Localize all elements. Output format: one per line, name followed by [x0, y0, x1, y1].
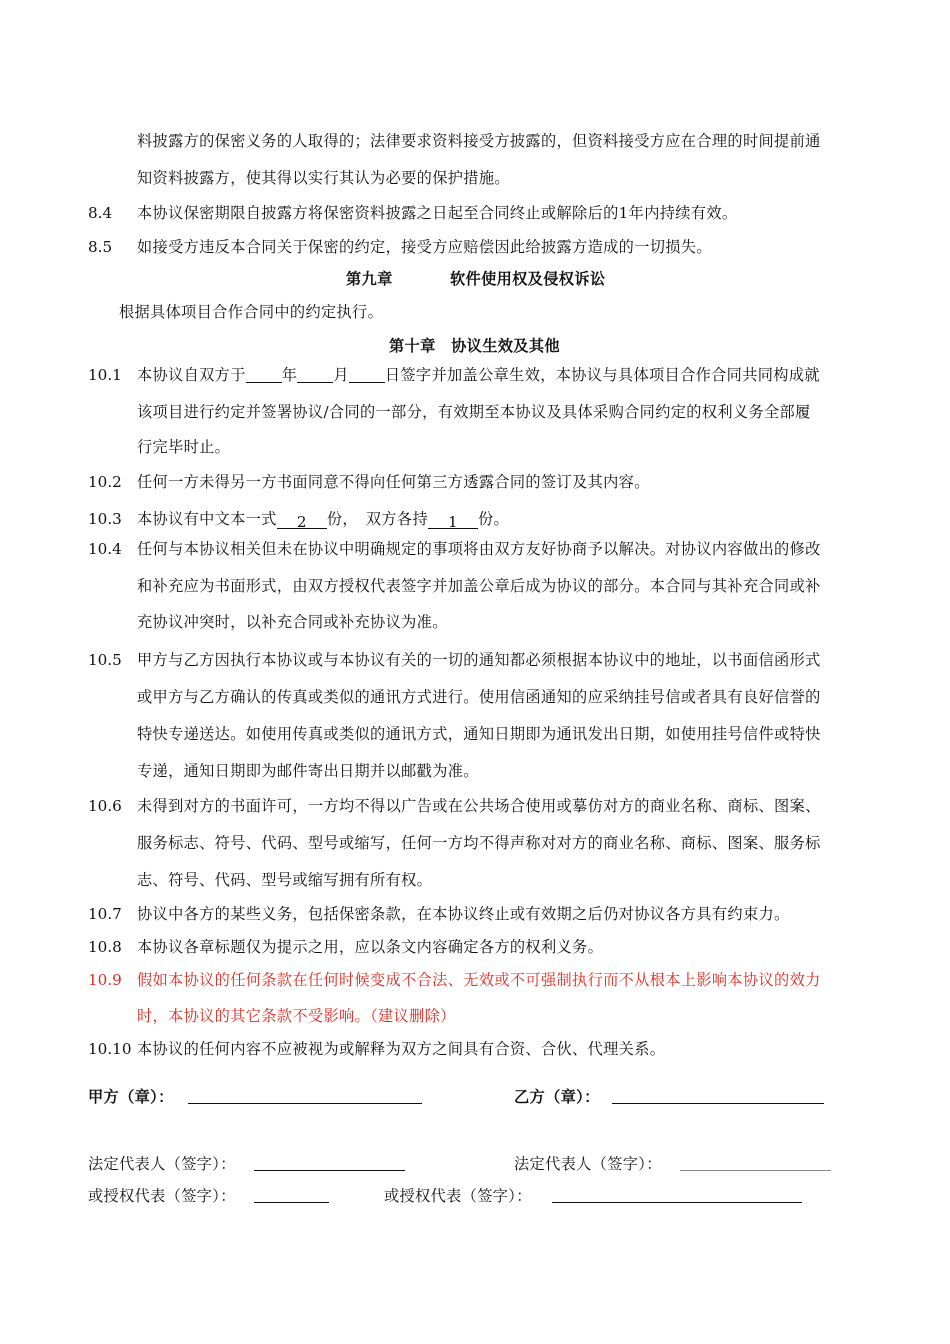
clause-10-5-line-1: 甲方与乙方因执行本协议或与本协议有关的一切的通知都必须根据本协议中的地址，以书面信函形式: [137, 651, 821, 669]
clause-10-1-line-2: 该项目进行约定并签署协议/合同的一部分，有效期至本协议及具体采购合同约定的权利义务全部履: [137, 403, 811, 421]
clause-number: 10.8: [88, 938, 122, 956]
clause-text: 如接受方违反本合同关于保密的约定，接受方应赔偿因此给披露方造成的一切损失。: [137, 238, 712, 256]
clause-text: 月: [333, 366, 349, 384]
clause-10-5-line-4: 专递，通知日期即为邮件寄出日期并以邮戳为准。: [137, 762, 479, 780]
clause-number: 10.4: [88, 540, 122, 558]
clause-10-4-line-2: 和补充应为书面形式，由双方授权代表签字并加盖公章后成为协议的部分。本合同与其补充合同或补: [137, 577, 821, 595]
party-a-legal-rep-line[interactable]: [254, 1170, 405, 1171]
clause-10-9-line-2: 时，本协议的其它条款不受影响。（建议删除）: [137, 1007, 456, 1025]
party-b-legal-rep-line[interactable]: [680, 1170, 831, 1171]
clause-10-4-line-1: 任何与本协议相关但未在协议中明确规定的事项将由双方友好协商予以解决。对协议内容做出的修改: [137, 540, 821, 558]
chapter-9-body: 根据具体项目合作合同中的约定执行。: [119, 303, 384, 321]
copies-blank[interactable]: 2: [277, 512, 327, 529]
clause-text: 份， 双方各持: [326, 510, 429, 528]
clause-10-1-line-1: [137, 365, 820, 385]
clause-10-5-line-3: 特快专递送达。如使用传真或类似的通讯方式，通知日期即为通讯发出日期，如使用挂号信件或特快: [137, 725, 821, 743]
clause-text: 份。: [478, 510, 510, 528]
clause-10-5-line-2: 或甲方与乙方确认的传真或类似的通讯方式进行。使用信函通知的应采纳挂号信或者具有良好信誉的: [137, 688, 821, 706]
date-day-blank[interactable]: [349, 366, 385, 383]
clause-number: 10.10: [88, 1040, 132, 1058]
clause-10-9-line-1: 假如本协议的任何条款在任何时候变成不合法、无效或不可强制执行而不从根本上影响本协议的效力: [137, 971, 821, 989]
clause-text: 本协议各章标题仅为提示之用，应以条文内容确定各方的权利义务。: [137, 938, 604, 956]
clause-text: 本协议的任何内容不应被视为或解释为双方之间具有合资、合伙、代理关系。: [137, 1040, 666, 1058]
party-a-authorized-rep-line[interactable]: [254, 1202, 329, 1203]
clause-number: 8.4: [88, 204, 113, 222]
clause-8-3-line-1: 料披露方的保密义务的人取得的；法律要求资料接受方披露的，但资料接受方应在合理的时间提前通: [137, 132, 821, 150]
clause-10-4-line-3: 充协议冲突时，以补充合同或补充协议为准。: [137, 613, 448, 631]
clause-text: 本协议保密期限自披露方将保密资料披露之日起至合同终止或解除后的1年内持续有效。: [137, 204, 738, 222]
clause-number: 10.3: [88, 510, 122, 528]
party-a-seal-line[interactable]: [188, 1103, 422, 1104]
clause-number: 10.1: [88, 366, 122, 384]
clause-10-1-line-3: 行完毕时止。: [137, 438, 231, 456]
date-year-blank[interactable]: [246, 366, 282, 383]
clause-text: 协议中各方的某些义务，包括保密条款，在本协议终止或有效期之后仍对协议各方具有约束力。: [137, 905, 790, 923]
clause-text: 本协议有中文本一式: [137, 510, 277, 528]
party-a-authorized-rep-label: 或授权代表（签字）：: [88, 1187, 236, 1205]
clause-text: 任何一方未得另一方书面同意不得向任何第三方透露合同的签订及其内容。: [137, 473, 650, 491]
party-a-seal-label: 甲方（章）：: [88, 1088, 174, 1106]
clause-8-3-line-2: 知资料披露方，使其得以实行其认为必要的保护措施。: [137, 169, 510, 187]
clause-text: 本协议自双方于: [137, 366, 246, 384]
party-b-seal-label: 乙方（章）：: [514, 1088, 600, 1106]
clause-number: 10.7: [88, 905, 122, 923]
clause-number-highlighted: 10.9: [88, 971, 122, 989]
each-party-copies-blank[interactable]: 1: [428, 512, 478, 529]
clause-text: 年: [281, 366, 298, 384]
clause-10-3-line: [137, 509, 509, 529]
clause-text: 日签字并加盖公章生效，本协议与具体项目合作合同共同构成就: [384, 366, 820, 384]
party-b-seal-line[interactable]: [612, 1103, 824, 1104]
clause-10-6-line-1: 未得到对方的书面许可，一方均不得以广告或在公共场合使用或摹仿对方的商业名称、商标、图案、: [137, 797, 821, 815]
clause-number: 10.5: [88, 651, 122, 669]
party-b-authorized-rep-line[interactable]: [552, 1202, 802, 1203]
party-b-authorized-rep-label: 或授权代表（签字）：: [384, 1187, 532, 1205]
party-a-legal-rep-label: 法定代表人（签字）：: [88, 1155, 236, 1173]
clause-number: 8.5: [88, 238, 113, 256]
party-b-legal-rep-label: 法定代表人（签字）：: [514, 1155, 662, 1173]
clause-10-6-line-3: 志、符号、代码、型号或缩写拥有所有权。: [137, 871, 433, 889]
clause-number: 10.6: [88, 797, 122, 815]
clause-number: 10.2: [88, 473, 122, 491]
clause-10-6-line-2: 服务标志、符号、代码、型号或缩写，任何一方均不得声称对对方的商业名称、商标、图案、服务标: [137, 834, 821, 852]
chapter-9-label: 第九章: [346, 270, 393, 288]
chapter-10-title: 第十章 协议生效及其他: [389, 337, 560, 355]
date-month-blank[interactable]: [297, 366, 333, 383]
chapter-9-title: 软件使用权及侵权诉讼: [450, 270, 606, 288]
